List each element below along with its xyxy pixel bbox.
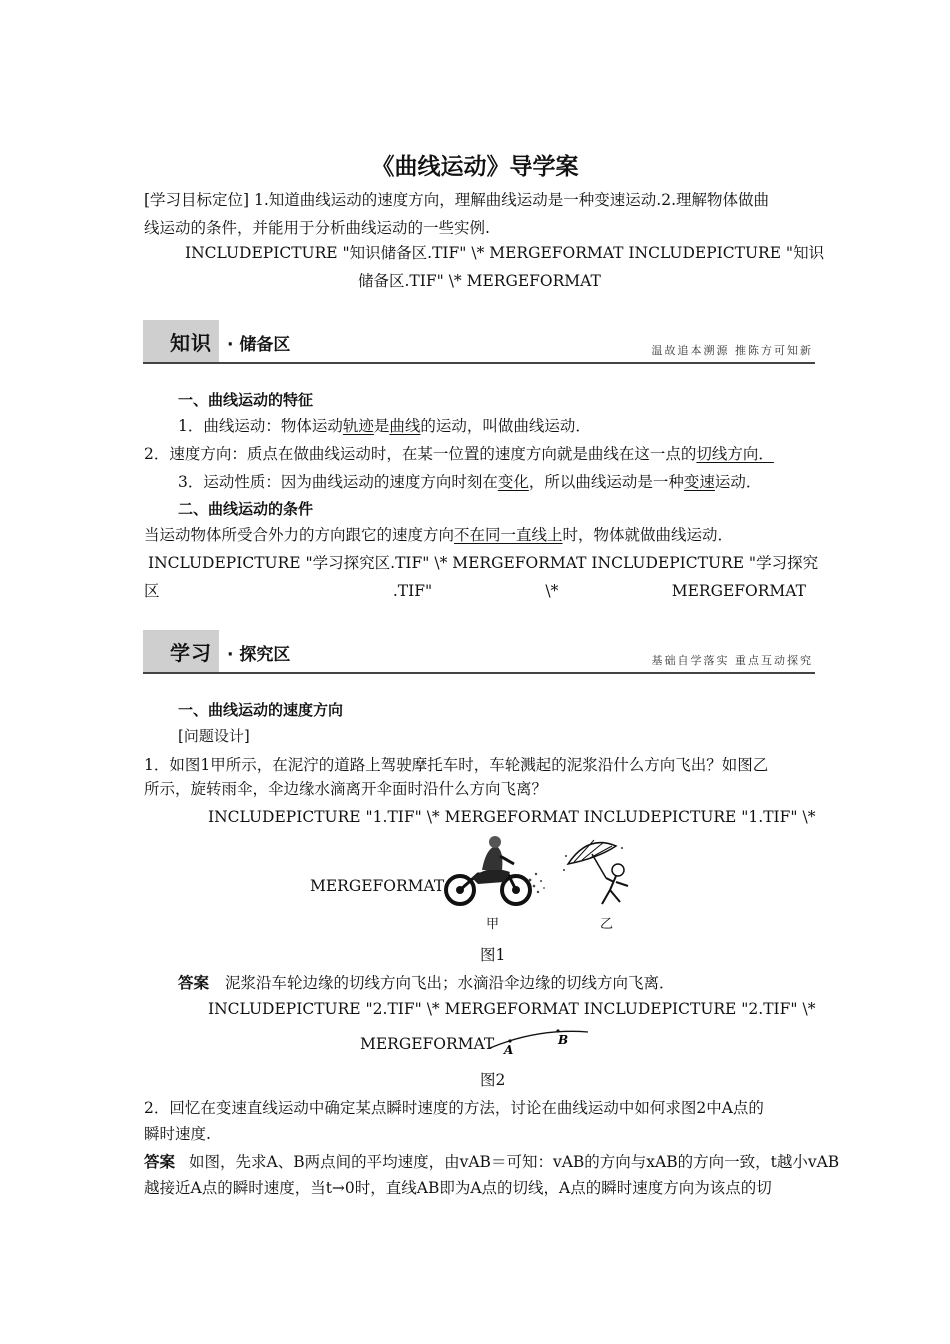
objective-line-1: [学习目标定位] 1.知道曲线运动的速度方向，理解曲线运动是一种变速运动.2.理解物体做曲 (144, 191, 770, 209)
section-banner-knowledge (143, 320, 815, 364)
feature-item-1 (178, 412, 591, 440)
includepicture-text-1a: INCLUDEPICTURE "知识储备区.TIF" \* MERGEFORMAT INCLUDEPICTURE "知识 (185, 244, 825, 262)
text-fragment: 2．速度方向：质点在做曲线运动时，在某一位置的速度方向就是曲线在这一点的 (144, 445, 697, 463)
mergeformat-text-3: MERGEFORMAT (310, 877, 445, 895)
feature-item-2 (144, 440, 774, 468)
section-heading-conditions: 二、曲线运动的条件 (178, 500, 314, 518)
text-fragment: 当运动物体所受合外力的方向跟它的速度方向 (144, 526, 455, 544)
underlined-answer: 不在同一直线上 (454, 526, 563, 544)
includepicture-text-2b (144, 577, 806, 605)
underlined-answer: 变化 (497, 473, 529, 491)
figure-1-label-a: 甲 (486, 917, 500, 932)
banner-rule (143, 362, 815, 364)
section-heading-velocity: 一、曲线运动的速度方向 (178, 701, 344, 719)
feature-item-3 (178, 468, 761, 496)
answer-2-line-1 (144, 1148, 839, 1176)
objective-line-2: 线运动的条件，并能用于分析曲线运动的一些实例. (144, 219, 490, 237)
point-b-label: B (558, 1033, 569, 1047)
includepicture-text-1b: 储备区.TIF" \* MERGEFORMAT (358, 272, 601, 290)
answer-2-line-2: 越接近A点的瞬时速度，当t→0时，直线AB即为A点的切线，A点的瞬时速度方向为该点的切 (144, 1179, 772, 1197)
motorcycle-umbrella-drawing (438, 834, 638, 914)
banner-motto: 基础自学落实 重点互动探究 (651, 654, 813, 667)
banner-title: 知识 (170, 331, 212, 355)
text-fragment: 区 (144, 582, 160, 600)
question-1-line-2: 所示，旋转雨伞，伞边缘水滴离开伞面时沿什么方向飞离？ (144, 780, 548, 798)
underlined-answer: 轨迹 (342, 417, 374, 435)
includepicture-text-3: INCLUDEPICTURE "1.TIF" \* MERGEFORMAT INCLUDEPICTURE "1.TIF" \* (208, 808, 816, 826)
text-fragment: 1．曲线运动：物体运动 (178, 417, 343, 435)
text-fragment: .TIF" (392, 582, 433, 600)
question-1-line-1: 1．如图1甲所示，在泥泞的道路上驾驶摩托车时，车轮溅起的泥浆沿什么方向飞出？如图乙 (144, 756, 769, 774)
banner-subtitle: · 探究区 (227, 645, 291, 665)
text-fragment: 的运动，叫做曲线运动． (420, 417, 591, 435)
text-fragment: 时，物体就做曲线运动． (562, 526, 734, 544)
underlined-answer: 曲线 (389, 417, 421, 435)
curve-drawing (488, 1026, 592, 1060)
question-2-line-2: 瞬时速度. (144, 1125, 211, 1143)
figure-1-label-b: 乙 (600, 917, 614, 932)
answer-tag: 答案 (144, 1153, 176, 1171)
includepicture-text-4: INCLUDEPICTURE "2.TIF" \* MERGEFORMAT INCLUDEPICTURE "2.TIF" \* (208, 1000, 816, 1018)
section-banner-study (143, 630, 815, 674)
text-fragment: 运动． (714, 473, 762, 491)
banner-motto: 温故追本溯源 推陈方可知新 (651, 344, 813, 357)
condition-text (144, 521, 733, 549)
question-2-line-1: 2．回忆在变速直线运动中确定某点瞬时速度的方法，讨论在曲线运动中如何求图2中A点的 (144, 1099, 764, 1117)
section-heading-features: 一、曲线运动的特征 (178, 391, 314, 409)
page-title: 《曲线运动》导学案 (371, 154, 579, 180)
banner-rule (143, 672, 815, 674)
figure-2-curve (488, 1026, 592, 1060)
underlined-answer: 变速 (683, 473, 715, 491)
answer-text: 如图，先求A、B两点间的平均速度，由vAB＝可知：vAB的方向与xAB的方向一致，t越小vAB (189, 1153, 840, 1171)
text-fragment: \* (545, 582, 559, 600)
mergeformat-text-4: MERGEFORMAT (360, 1035, 495, 1053)
text-fragment: 3．运动性质：因为曲线运动的速度方向时刻在 (178, 473, 498, 491)
answer-text: 泥浆沿车轮边缘的切线方向飞出；水滴沿伞边缘的切线方向飞离． (225, 974, 675, 992)
text-fragment: 是 (373, 417, 390, 435)
figure-1-caption: 图1 (480, 946, 506, 964)
text-fragment: MERGEFORMAT (671, 582, 806, 600)
banner-title: 学习 (170, 641, 212, 665)
text-fragment: ，所以曲线运动是一种 (528, 473, 684, 491)
answer-1 (178, 969, 675, 997)
banner-subtitle: · 储备区 (227, 335, 291, 355)
answer-tag: 答案 (178, 974, 210, 992)
problem-design-label: [问题设计] (178, 727, 250, 745)
figure-1-illustration (438, 834, 638, 914)
includepicture-text-2a: INCLUDEPICTURE "学习探究区.TIF" \* MERGEFORMAT INCLUDEPICTURE "学习探究 (148, 554, 819, 572)
point-a-label: A (504, 1043, 514, 1057)
figure-2-caption: 图2 (480, 1071, 506, 1089)
underlined-answer: 切线方向． (696, 445, 774, 463)
